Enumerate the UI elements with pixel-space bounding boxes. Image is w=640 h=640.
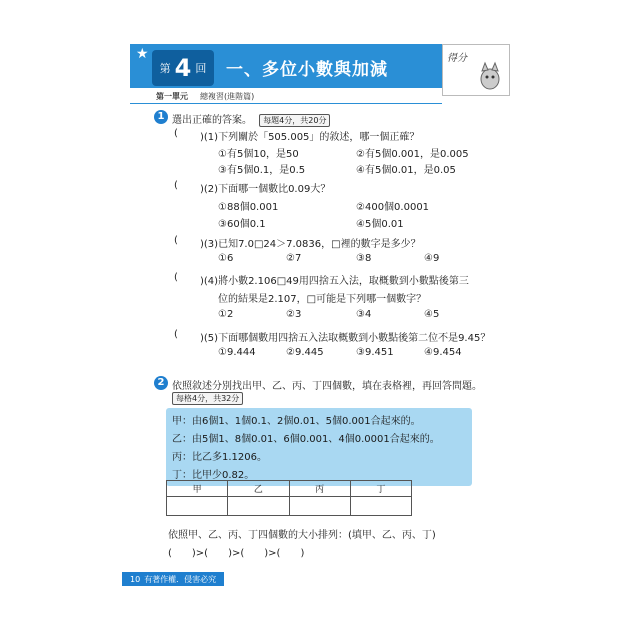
table-header-jia: 甲 — [167, 481, 228, 497]
q1-option-3: ③有5個0.1，是0.5 — [218, 165, 306, 176]
lesson-number: 4 — [174, 54, 192, 82]
answer-cell-jia[interactable] — [167, 497, 228, 516]
lesson-suffix: 回 — [195, 62, 207, 75]
section-1-title — [172, 111, 330, 127]
q5-option-1: ①9.444 — [218, 347, 256, 358]
q3-option-2: ②7 — [286, 253, 302, 264]
cat-mascot-icon — [477, 61, 503, 91]
question-4-stem-2: 位的結果是2.107，□可能是下列哪一個數字？ — [218, 294, 427, 305]
answer-cell-yi[interactable] — [228, 497, 289, 516]
lesson-banner — [130, 44, 442, 88]
clue-bing: 丙：比乙多1.1206。 — [172, 452, 267, 463]
q1-option-4: ④有5個0.01，是0.05 — [356, 165, 456, 176]
section-1-title-text: 選出正確的答案。 — [172, 115, 252, 126]
score-label: 得分 — [447, 53, 467, 64]
answer-blank-q4[interactable]: ( — [174, 272, 178, 283]
clue-yi: 乙：由5個1、8個0.01、6個0.001、4個0.0001合起來的。 — [172, 434, 440, 445]
question-1-stem: )(1)下列關於「505.005」的敘述，哪一個正確？ — [200, 132, 420, 143]
star-icon: ★ — [136, 46, 149, 62]
lesson-number-box — [152, 50, 214, 86]
order-prompt: 依照甲、乙、丙、丁四個數的大小排列：(填甲、乙、丙、丁) — [168, 530, 436, 541]
section-2-badge: 2 — [154, 376, 168, 390]
q4-option-3: ③4 — [356, 309, 372, 320]
q4-option-1: ①2 — [218, 309, 234, 320]
q4-option-4: ④5 — [424, 309, 440, 320]
answer-blank-q3[interactable]: ( — [174, 235, 178, 246]
table-header-ding: 丁 — [350, 481, 411, 497]
clue-jia: 甲：由6個1、1個0.1、2個0.01、5個0.001合起來的。 — [172, 416, 421, 427]
table-header-bing: 丙 — [289, 481, 350, 497]
section-2-points: 每格4分，共32分 — [172, 392, 243, 405]
copyright-text: 有著作權．侵害必究 — [144, 574, 217, 584]
lesson-prefix: 第 — [159, 62, 171, 75]
answer-cell-bing[interactable] — [289, 497, 350, 516]
answer-blank-q5[interactable]: ( — [174, 329, 178, 340]
q2-option-1: ①88個0.001 — [218, 202, 279, 213]
clue-box — [166, 408, 472, 486]
q5-option-4: ④9.454 — [424, 347, 462, 358]
unit-sub: 總複習(進階篇) — [200, 92, 255, 101]
section-1-points: 每題4分，共20分 — [259, 114, 330, 127]
page-footer — [122, 572, 224, 586]
q2-option-2: ②400個0.0001 — [356, 202, 430, 213]
q3-option-1: ①6 — [218, 253, 234, 264]
unit-label: 第一單元 — [156, 92, 188, 101]
answer-table — [166, 480, 412, 516]
q4-option-2: ②3 — [286, 309, 302, 320]
clue-ding: 丁：比甲少0.82。 — [172, 470, 255, 481]
order-answer-line[interactable]: ( )>( )>( )>( ) — [168, 548, 305, 559]
unit-subheading — [130, 90, 442, 104]
question-5-stem: )(5)下面哪個數用四捨五入法取概數到小數點後第二位不是9.45？ — [200, 333, 491, 344]
page-number: 10 — [130, 574, 141, 584]
section-2-title: 依照敘述分別找出甲、乙、丙、丁四個數，填在表格裡，再回答問題。 — [172, 381, 482, 392]
q1-option-2: ②有5個0.001，是0.005 — [356, 149, 469, 160]
table-header-yi: 乙 — [228, 481, 289, 497]
q5-option-3: ③9.451 — [356, 347, 394, 358]
q2-option-4: ④5個0.01 — [356, 219, 404, 230]
score-box[interactable] — [442, 44, 510, 96]
q5-option-2: ②9.445 — [286, 347, 324, 358]
q3-option-3: ③8 — [356, 253, 372, 264]
page-title: 一、多位小數與加減 — [226, 60, 388, 80]
q3-option-4: ④9 — [424, 253, 440, 264]
answer-cell-ding[interactable] — [350, 497, 411, 516]
question-4-stem: )(4)將小數2.106□49用四捨五入法，取概數到小數點後第三 — [200, 276, 469, 287]
answer-blank-q1[interactable]: ( — [174, 128, 178, 139]
question-3-stem: )(3)已知7.0□24＞7.0836，□裡的數字是多少？ — [200, 239, 421, 250]
section-1-badge: 1 — [154, 110, 168, 124]
answer-blank-q2[interactable]: ( — [174, 180, 178, 191]
worksheet-page — [130, 44, 510, 596]
q1-option-1: ①有5個10，是50 — [218, 149, 299, 160]
question-2-stem: )(2)下面哪一個數比0.09大？ — [200, 184, 331, 195]
q2-option-3: ③60個0.1 — [218, 219, 266, 230]
